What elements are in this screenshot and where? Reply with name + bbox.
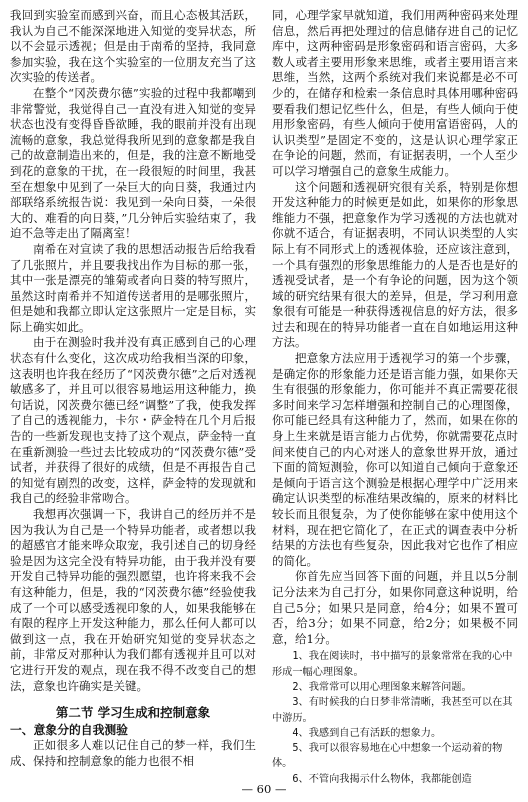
paragraph-left-closing: 正如很多人难以记住自己的梦一样，我们生成、保持和控制意象的能力也很不相 <box>10 738 256 768</box>
paragraph-right-4: 你首先应当回答下面的问题，并且以5分制记分法来为自己打分，如果你同意这种说明，给自己5分；如果只是同意，给4分；如果不置可否，给3分；如果不同意，给2分；如果极不同意，给1分。 <box>272 569 518 646</box>
paragraph-right-2: 这个问题和透视研究很有关系，特别是你想开发这种能力的时候更是如此，如果你的形象思维能力不强，把意象作为学习透视的方法也就对你就不适合，有证据表明，不同认识类型的人实际上有不同形式上的透视体验，还应该注意到，一个具有强烈的形象思维能力的人是否也是好的透视受试者，是一个有争论的问题，因为这个领域的研究结果有很大的差异，但是，学习利用意象很有可能是一种获得透视信息的好方法，很多过去和现在的特异功能者一直在自如地运用这种方法。 <box>272 179 518 350</box>
subsection-title: 一、意象分的自我测验 <box>10 723 128 738</box>
paragraph-right-3: 把意象方法应用于透视学习的第一个步骤，是确定你的形象能力还是语言能力强，如果你天生有很强的形象能力，你可能并不真正需要花很多时间来学习怎样增强和控制自己的心理图像，你可能已经具有这种能力了，然而，如果在你的身上生来就是语言能力占优势，你就需要花点时间来使自己的内心对迷人的意象世界开放，通过下面的简短测验，你可以知道自己倾向于意象还是倾向于语言这个测验是根据心理学中广泛用来确定认识类型的标准结果改编的，原来的材料比较长而且很复杂，为了使你能够在家中使用这个材料，现在把它简化了，在正式的调查表中分析结果的方法也有些复杂，因此我对它也作了相应的简化。 <box>272 351 518 568</box>
paragraph-left-4: 由于在测验时我并没有真正感到自己的心理状态有什么变化，这次成功给我相当深的印象，这表明也许我在经历了“冈茨费尔德”之后对透视敏感多了，并且可以很容易地运用这种能力，换句话说，冈茨费尔德已经“调整”了我，使我发挥了自己的透视能力，卡尔・萨金特在几个月后报告的一些新发现也支持了这个观点，萨金特一直在重新测验一些过去比较成功的“冈茨费尔德”受试者，并获得了很好的成绩，但是不再报告自己的知觉有剧烈的改变，这样，萨金特的发现就和我自己的经验非常吻合。 <box>10 335 256 506</box>
questionnaire-item: 3、有时候我的白日梦非常清晰，我甚至可以在其中游历。 <box>272 697 513 724</box>
paragraph-left-1: 我回到实验室而感到兴奋，而且心态极其活跃，我认为自己不能深深地进入知觉的变异状态，所以不会显示透视；但是由于南希的坚持，我同意参加实验，我在这个实验室的一位朋友充当了这次实验的传送者。 <box>10 8 256 85</box>
questionnaire-item: 1、我在阅读时，书中描写的景象常常在我的心中形成一幅心理图象。 <box>272 651 513 678</box>
paragraph-left-5: 我想再次强调一下，我讲自己的经历并不是因为我认为自己是一个特异功能者，或者想以我的超感官才能来哗众取宠，我引述自己的切身经验是因为这完全没有特异功能，由于我并没有要开发自己特异功能的强烈愿望，也许将来我不会有这种能力，但是，我的“冈茨费尔德”经验使我成了一个可以感受透视印象的人，如果我能够在有限的程序上开发这种能力，那么任何人都可以做到这一点，我在开始研究知觉的变异状态之前，非常反对那种认为我们都有透视并且可以对它进行开发的观点，现在我不得不改变自己的想法，意象也许确实是关键。 <box>10 507 256 693</box>
paragraph-right-1: 同，心理学家早就知道，我们用两种密码来处理信息，然后再把处理过的信息储存进自己的记忆库中，这两种密码是形象密码和语言密码，大多数人或者主要用形象来思维，或者主要用语言来思维，当然，这两个系统对我们来说都是必不可少的，在储存和检索一条信息时具体用哪种密码要看我们想记忆些什么，但是，有些人倾向于使用形象密码，有些人倾向于使用富语密码，人的认识类型”是固定不变的，这是认识心理学家正在争论的问题，然而，有证据表明，一个人至少可以学习增强自己的意象生成能力。 <box>272 8 518 178</box>
questionnaire-item: 2、我常常可以用心理图象来解答问题。 <box>292 681 472 693</box>
right-column <box>272 8 518 787</box>
paragraph-left-3: 南希在对宣读了我的思想活动报告后给我看了几张照片，并且要我找出作为目标的那一张，其中一张是漂亮的雏菊或者向日葵的特写照片，虽然这时南希并不知道传送者用的是哪张照片，但是她和我都立即认定这张照片一定是目标，实际上确实如此。 <box>10 241 256 334</box>
questionnaire-item: 5、我可以很容易地在心中想象一个运动着的物体。 <box>272 743 503 770</box>
paragraph-left-2: 在整个“冈茨费尔德”实验的过程中我都嘲到非常警觉，我觉得自己一直没有进入知觉的变异状态也没有变得昏昏欲睡，我的眼前并没有出现流畅的意象，我总觉得我所见到的意象都是我自己的故意制造出来的，但是，我的注意不断地受到花的意象的干扰，在一段很短的时间里，我甚至在想象中见到了一朵巨大的向日葵，我通过内部联络系统报告说：我见到一朵向日葵，一朵很大的、难看的向日葵，”几分钟后实验结束了，我迫不急等走出了隔离室！ <box>10 85 256 241</box>
questionnaire-item: 6、不管向我揭示什么物体，我都能创造 <box>292 773 472 785</box>
left-column <box>10 8 256 769</box>
questionnaire-item: 4、我感到自己有活跃的想象力。 <box>292 727 442 739</box>
section-title: 第二节 学习生成和控制意象 <box>55 705 211 721</box>
page-number: — 60 — <box>241 782 287 796</box>
questionnaire-list <box>272 649 518 787</box>
